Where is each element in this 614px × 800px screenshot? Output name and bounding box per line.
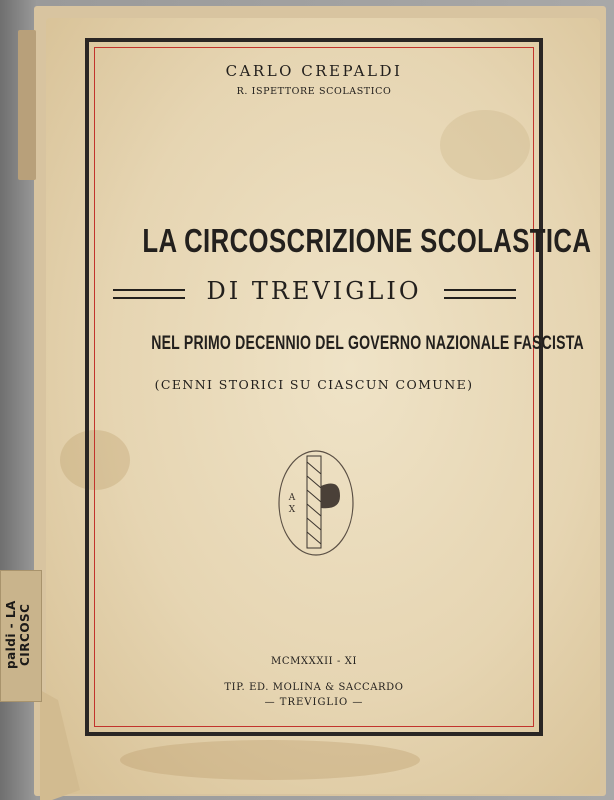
publication-year: MCMXXXII - XI (271, 656, 357, 667)
emblem-mark: X (288, 505, 296, 515)
book-title: LA CIRCOSCRIZIONE SCOLASTICA (142, 222, 592, 259)
fasces-emblem-icon (276, 448, 356, 558)
spine-tab (18, 30, 36, 180)
title-rule-right (444, 289, 516, 299)
book-note: (CENNI STORICI SU CIASCUN COMUNE) (154, 377, 474, 392)
torn-corner (40, 690, 90, 800)
book-title-line2: DI TREVIGLIO (206, 277, 422, 305)
publication-city: — TREVIGLIO — (264, 697, 364, 708)
paper-stain (120, 740, 420, 780)
author-name: CARLO CREPALDI (225, 62, 403, 80)
spine-label: paldi - LA CIRCOSC (4, 600, 32, 670)
publisher: TIP. ED. MOLINA & SACCARDO (224, 682, 404, 693)
emblem-mark: A (288, 493, 296, 503)
author-role: R. ISPETTORE SCOLASTICO (236, 86, 392, 97)
book-subtitle: NEL PRIMO DECENNIO DEL GOVERNO NAZIONALE FASCISTA (151, 333, 584, 354)
